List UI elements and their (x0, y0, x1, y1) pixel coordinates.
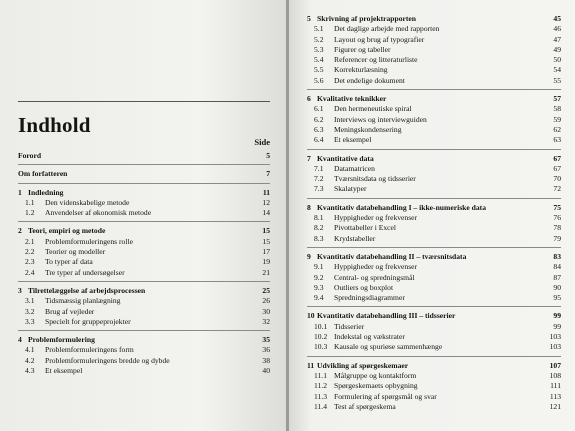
toc-subsection-entry (307, 213, 561, 223)
toc-entry-number: 6.4 (314, 135, 324, 145)
toc-entry-page: 62 (553, 124, 561, 134)
toc-entry-number: 11.1 (314, 370, 328, 380)
toc-chapter-entry (307, 94, 561, 104)
toc-divider (307, 306, 561, 307)
toc-entry-title: To typer af data (45, 257, 93, 267)
toc-entry-number: 4.3 (25, 366, 35, 376)
toc-entry-page: 72 (553, 184, 561, 194)
toc-entry-page: 38 (262, 355, 270, 365)
toc-entry-page: 14 (262, 208, 270, 218)
toc-divider (18, 183, 270, 184)
toc-entry-number: 7.2 (314, 174, 324, 184)
toc-entry-number: 10.1 (314, 321, 328, 331)
toc-entry-page: 76 (553, 213, 561, 223)
toc-right (307, 14, 561, 412)
toc-subsection-entry (307, 35, 561, 45)
toc-entry-page: 87 (553, 272, 561, 282)
toc-entry-number: 11 (307, 360, 315, 370)
toc-entry-title: Layout og brug af typografier (334, 34, 425, 44)
toc-entry-title: Udvikling af spørgeskemaer (317, 360, 409, 370)
toc-entry-title: Central- og spredningsmål (334, 272, 415, 282)
toc-entry-number: 2 (18, 226, 22, 236)
toc-entry-title: Teori, empiri og metode (28, 226, 106, 236)
toc-entry-page: 111 (550, 381, 561, 391)
toc-entry-number: 8.3 (314, 233, 324, 243)
toc-entry-page: 26 (262, 296, 270, 306)
toc-entry-number: 3.1 (25, 296, 35, 306)
toc-entry-title: Skrivning af projektrapporten (317, 14, 417, 23)
toc-subsection-entry (18, 317, 270, 327)
toc-entry-page: 99 (553, 321, 561, 331)
toc-entry-number: 3 (18, 285, 22, 295)
toc-entry-page: 99 (553, 311, 561, 321)
toc-entry-number: 10.2 (314, 332, 328, 342)
toc-entry-title: Referencer og litteraturliste (334, 55, 418, 65)
toc-entry-number: 2.4 (25, 267, 35, 277)
toc-entry-page: 25 (262, 285, 270, 295)
toc-entry-number: 4 (18, 335, 22, 345)
toc-subsection-entry (307, 402, 561, 412)
toc-subsection-entry (307, 184, 561, 194)
toc-entry-title: Outliers og boxplot (334, 282, 394, 292)
toc-entry-title: Et eksempel (45, 366, 83, 376)
toc-entry-number: 2.2 (25, 247, 35, 257)
toc-entry-title: Figurer og tabeller (334, 44, 391, 54)
toc-subsection-entry (307, 55, 561, 65)
toc-divider (307, 89, 561, 90)
toc-entry-title: Test af spørgeskema (334, 401, 396, 411)
toc-entry-title: Tilrettelæggelse af arbejdsprocessen (28, 285, 146, 295)
toc-entry-title: Kvalitative teknikker (317, 94, 387, 104)
toc-subsection-entry (18, 208, 270, 218)
toc-entry-number: 7.3 (314, 184, 324, 194)
toc-entry-page: 47 (553, 34, 561, 44)
toc-subsection-entry (18, 356, 270, 366)
toc-entry-title: Kvantitativ databehandling II – tværsnitsdata (317, 251, 467, 261)
toc-entry-page: 54 (553, 65, 561, 75)
toc-entry-number: 4.2 (25, 355, 35, 365)
toc-subsection-entry (307, 76, 561, 86)
toc-subsection-entry (307, 115, 561, 125)
toc-subsection-entry (18, 237, 270, 247)
toc-entry-title: Et eksempel (334, 135, 372, 145)
toc-subsection-entry (307, 283, 561, 293)
toc-entry-title: Problemformuleringens form (45, 345, 134, 355)
toc-entry-title: Målgruppe og kontaktform (334, 370, 417, 380)
toc-entry-number: 1 (18, 187, 22, 197)
toc-entry-title: Kvantitativ databehandling I – ikke-numeriske data (317, 202, 486, 212)
toc-entry-number: 5.6 (314, 75, 324, 85)
toc-entry-number: 7.1 (314, 163, 324, 173)
toc-entry-number: 3.3 (25, 316, 35, 326)
toc-entry (18, 151, 270, 161)
toc-entry-title: Spørgeskemaets opbygning (334, 381, 418, 391)
toc-entry-page: 19 (262, 257, 270, 267)
toc-chapter-entry (307, 154, 561, 164)
toc-entry (18, 169, 270, 179)
toc-entry-page: 57 (553, 94, 561, 104)
toc-entry-number: 9.1 (314, 262, 324, 272)
toc-entry-number: 6.2 (314, 114, 324, 124)
toc-entry-page: 70 (553, 174, 561, 184)
toc-entry-number: 2.1 (25, 236, 35, 246)
toc-subsection-entry (307, 273, 561, 283)
right-page (289, 0, 575, 431)
toc-entry-title: Brug af vejleder (45, 306, 95, 316)
toc-entry-number: 5.4 (314, 55, 324, 65)
toc-entry-number: 1.1 (25, 197, 35, 207)
toc-subsection-entry (307, 24, 561, 34)
toc-entry-page: 32 (262, 316, 270, 326)
toc-subsection-entry (18, 257, 270, 267)
toc-entry-page: 5 (266, 151, 270, 160)
toc-entry-title: Hyppigheder og frekvenser (334, 262, 418, 272)
toc-entry-number: 4.1 (25, 345, 35, 355)
toc-entry-page: 15 (262, 226, 270, 236)
toc-chapter-entry (18, 226, 270, 236)
toc-entry-page: 55 (553, 75, 561, 85)
toc-divider (18, 330, 270, 331)
toc-entry-title: Det daglige arbejde med rapporten (334, 24, 440, 34)
toc-subsection-entry (307, 342, 561, 352)
toc-subsection-entry (307, 234, 561, 244)
toc-entry-number: 8 (307, 202, 311, 212)
toc-entry-page: 113 (549, 391, 561, 401)
toc-chapter-entry (307, 14, 561, 24)
toc-entry-page: 79 (553, 233, 561, 243)
toc-subsection-entry (307, 223, 561, 233)
toc-entry-number: 8.1 (314, 213, 324, 223)
toc-entry-number: 6 (307, 94, 311, 104)
toc-entry-title: Teorier og modeller (45, 247, 106, 257)
toc-subsection-entry (307, 332, 561, 342)
toc-left (18, 151, 270, 376)
toc-subsection-entry (18, 307, 270, 317)
toc-entry-page: 40 (262, 366, 270, 376)
toc-entry-number: 8.2 (314, 223, 324, 233)
toc-entry-page: 83 (553, 251, 561, 261)
toc-entry-number: 9.3 (314, 282, 324, 292)
toc-entry-title: Tidsmæssig planlægning (45, 296, 121, 306)
toc-entry-number: 5.2 (314, 34, 324, 44)
toc-entry-title: Kausale og spuriøse sammenhænge (334, 342, 443, 352)
toc-entry-number: 11.4 (314, 401, 328, 411)
toc-subsection-entry (307, 135, 561, 145)
toc-entry-page: 78 (553, 223, 561, 233)
toc-entry-number: 5.1 (314, 24, 324, 34)
toc-entry-title: Formulering af spørgsmål og svar (334, 391, 437, 401)
toc-entry-title: Kvantitative data (317, 153, 374, 163)
toc-entry-page: 67 (553, 153, 561, 163)
page-column-label: Side (254, 137, 270, 147)
toc-entry-number: 6.3 (314, 124, 324, 134)
toc-entry-title: Forord (18, 151, 42, 160)
toc-entry-title: Om forfatteren (18, 169, 68, 179)
toc-entry-page: 21 (262, 267, 270, 277)
toc-entry-number: 5.5 (314, 65, 324, 75)
toc-divider (18, 164, 270, 165)
toc-chapter-entry (307, 252, 561, 262)
toc-subsection-entry (307, 125, 561, 135)
heading-rule (18, 101, 270, 102)
toc-subsection-entry (307, 381, 561, 391)
toc-entry-page: 121 (549, 401, 561, 411)
toc-entry-page: 90 (553, 282, 561, 292)
toc-chapter-entry (307, 311, 561, 321)
toc-entry-number: 6.1 (314, 104, 324, 114)
toc-entry-title: Meningskondensering (334, 124, 402, 134)
toc-entry-title: Indekstal og vækstrater (334, 332, 405, 342)
toc-divider (307, 247, 561, 248)
toc-entry-title: Krydstabeller (334, 233, 376, 243)
toc-entry-title: Det endelige dokument (334, 75, 405, 85)
toc-entry-page: 15 (262, 236, 270, 246)
toc-chapter-entry (307, 203, 561, 213)
page-title: Indhold (18, 113, 91, 137)
toc-subsection-entry (307, 104, 561, 114)
toc-entry-title: Tidsserier (334, 321, 365, 331)
toc-entry-number: 7 (307, 153, 311, 163)
toc-entry-number: 11.2 (314, 381, 328, 391)
toc-entry-page: 12 (262, 197, 270, 207)
toc-entry-title: Problemformuleringens rolle (45, 236, 133, 246)
toc-entry-number: 10.3 (314, 342, 328, 352)
toc-subsection-entry (18, 366, 270, 376)
toc-entry-page: 30 (262, 306, 270, 316)
toc-entry-page: 17 (262, 247, 270, 257)
toc-entry-number: 1.2 (25, 208, 35, 218)
toc-entry-title: Tværsnitsdata og tidsserier (334, 174, 416, 184)
toc-subsection-entry (18, 268, 270, 278)
toc-entry-page: 35 (262, 335, 270, 345)
toc-chapter-entry (18, 335, 270, 345)
toc-subsection-entry (307, 262, 561, 272)
toc-entry-page: 58 (553, 104, 561, 114)
toc-subsection-entry (307, 392, 561, 402)
toc-entry-title: Den hermeneutiske spiral (334, 104, 412, 114)
toc-entry-page: 103 (549, 342, 561, 352)
toc-entry-title: Pivottabeller i Excel (334, 223, 396, 233)
toc-entry-page: 95 (553, 293, 561, 303)
toc-chapter-entry (18, 188, 270, 198)
toc-chapter-entry (18, 286, 270, 296)
toc-divider (307, 149, 561, 150)
toc-entry-number: 10 (307, 311, 315, 321)
toc-subsection-entry (307, 45, 561, 55)
toc-entry-title: Problemformulering (28, 335, 95, 345)
toc-entry-number: 5.3 (314, 44, 324, 54)
toc-entry-page: 11 (262, 187, 270, 197)
toc-entry-title: Korrekturlæsning (334, 65, 388, 75)
toc-subsection-entry (307, 322, 561, 332)
toc-subsection-entry (18, 296, 270, 306)
toc-entry-page: 36 (262, 345, 270, 355)
toc-entry-page: 107 (549, 360, 561, 370)
toc-entry-number: 9.2 (314, 272, 324, 282)
toc-entry-page: 49 (553, 44, 561, 54)
toc-entry-page: 103 (549, 332, 561, 342)
toc-entry-title: Tre typer af undersøgelser (45, 267, 125, 277)
toc-entry-title: Den videnskabelige metode (45, 197, 130, 207)
toc-divider (18, 221, 270, 222)
toc-entry-title: Spredningsdiagrammer (334, 293, 405, 303)
toc-entry-title: Specielt for gruppeprojekter (45, 316, 131, 326)
left-page (0, 0, 287, 431)
toc-subsection-entry (307, 164, 561, 174)
toc-chapter-entry (307, 361, 561, 371)
toc-subsection-entry (307, 371, 561, 381)
toc-entry-number: 9 (307, 251, 311, 261)
toc-subsection-entry (307, 65, 561, 75)
toc-subsection-entry (18, 198, 270, 208)
toc-entry-page: 108 (549, 370, 561, 380)
toc-entry-number: 3.2 (25, 306, 35, 316)
toc-entry-page: 67 (553, 163, 561, 173)
toc-entry-title: Problemformuleringens bredde og dybde (45, 355, 170, 365)
toc-entry-title: Indledning (28, 187, 64, 197)
toc-entry-number: 5 (307, 14, 311, 23)
toc-entry-page: 45 (553, 14, 561, 23)
toc-entry-number: 11.3 (314, 391, 328, 401)
toc-entry-page: 63 (553, 135, 561, 145)
toc-entry-number: 2.3 (25, 257, 35, 267)
toc-divider (307, 198, 561, 199)
toc-entry-page: 50 (553, 55, 561, 65)
toc-entry-number: 9.4 (314, 293, 324, 303)
toc-divider (307, 356, 561, 357)
toc-entry-title: Hyppigheder og frekvenser (334, 213, 418, 223)
toc-entry-title: Anvendelser af økonomisk metode (45, 208, 152, 218)
toc-entry-page: 59 (553, 114, 561, 124)
toc-entry-title: Skalatyper (334, 184, 367, 194)
toc-entry-title: Interviews og interviewguiden (334, 114, 427, 124)
toc-subsection-entry (18, 345, 270, 355)
toc-divider (18, 281, 270, 282)
toc-entry-page: 75 (553, 202, 561, 212)
toc-subsection-entry (18, 247, 270, 257)
toc-entry-page: 7 (266, 169, 270, 179)
toc-subsection-entry (307, 293, 561, 303)
toc-entry-title: Kvantitativ databehandling III – tidsserier (317, 311, 456, 321)
toc-entry-page: 46 (553, 24, 561, 34)
toc-entry-page: 84 (553, 262, 561, 272)
toc-subsection-entry (307, 174, 561, 184)
toc-entry-title: Datamatricen (334, 163, 375, 173)
